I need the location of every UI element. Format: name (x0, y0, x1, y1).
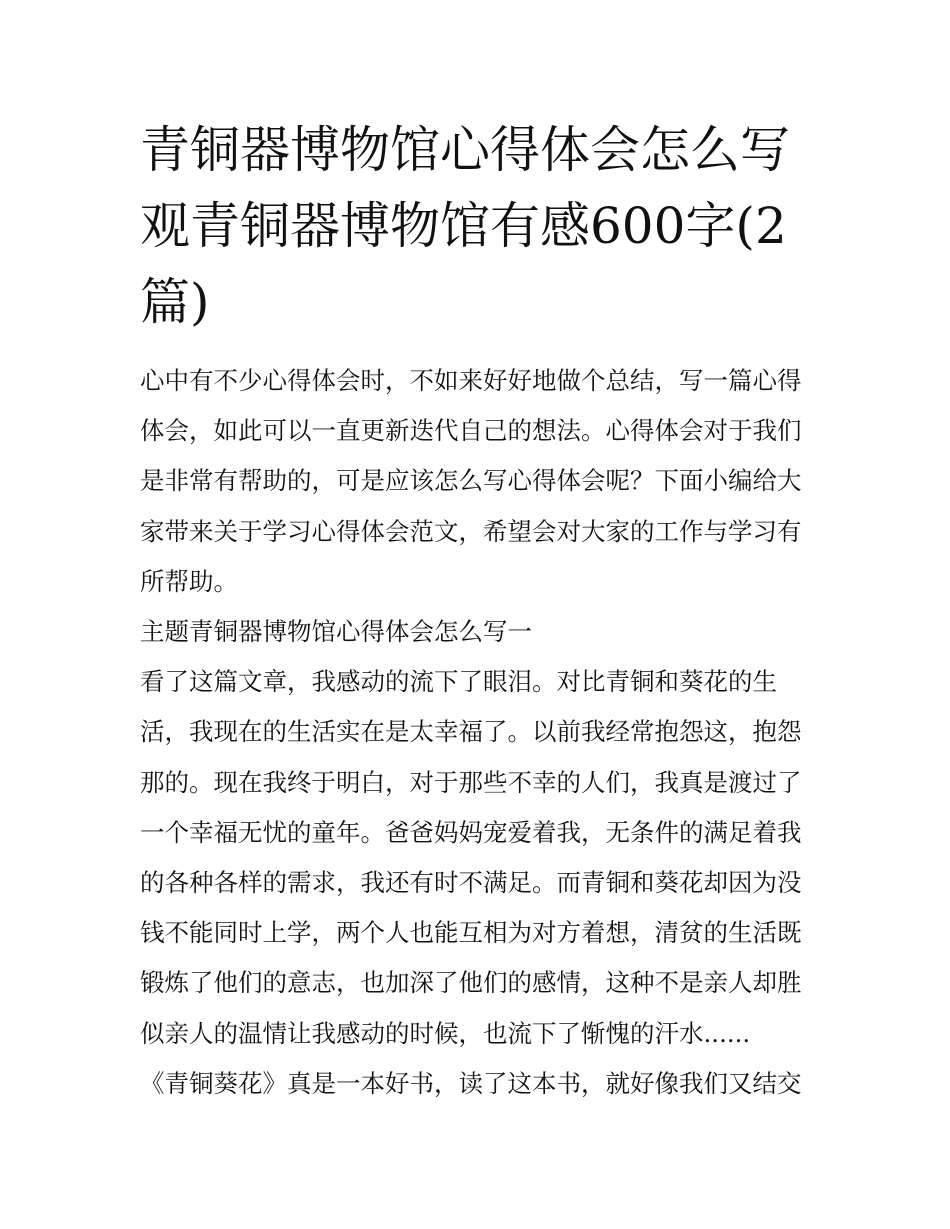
document-body (140, 356, 820, 1109)
document-title: 青铜器博物馆心得体会怎么写观青铜器博物馆有感600字(2篇) (140, 121, 790, 331)
body-paragraph: 看了这篇文章，我感动的流下了眼泪。对比青铜和葵花的生活，我现在的生活实在是太幸福了。以前我经常抱怨这，抱怨那的。现在我终于明白，对于那些不幸的人们，我真是渡过了一个幸福无忧的童年。爸爸妈妈宠爱着我，无条件的满足着我的各种各样的需求，我还有时不满足。而青铜和葵花却因为没钱不能同时上学，两个人也能互相为对方着想，清贫的生活既锻炼了他们的意志，也加深了他们的感情，这种不是亲人却胜似亲人的温情让我感动的时候，也流下了惭愧的汗水...... (140, 667, 802, 1048)
section-heading: 主题青铜器博物馆心得体会怎么写一 (140, 617, 532, 647)
intro-paragraph: 心中有不少心得体会时，不如来好好地做个总结，写一篇心得体会，如此可以一直更新迭代自己的想法。心得体会对于我们是非常有帮助的，可是应该怎么写心得体会呢？下面小编给大家带来关于学习心得体会范文，希望会对大家的工作与学习有所帮助。 (140, 366, 802, 596)
body-paragraph-continued: 《青铜葵花》真是一本好书，读了这本书，就好像我们又结交 (140, 1068, 802, 1098)
